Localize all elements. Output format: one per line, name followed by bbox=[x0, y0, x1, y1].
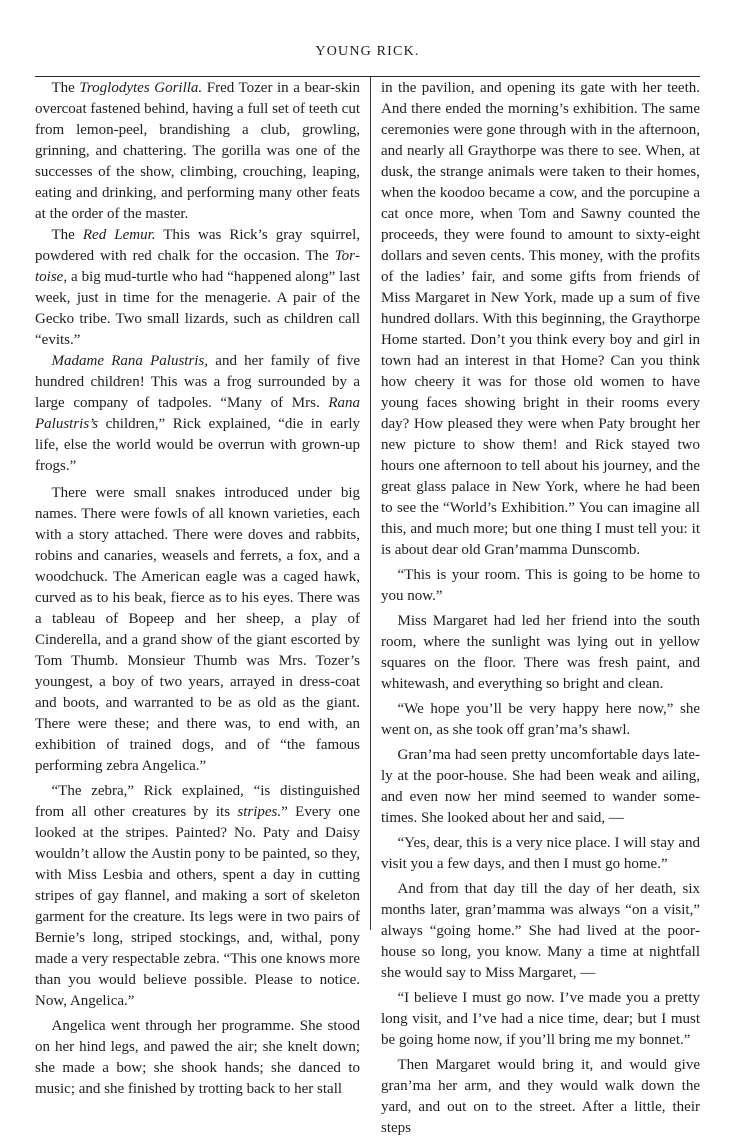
paragraph-red-lemur: The Red Lemur. This was Rick’s gray squirrel, powdered with red chalk for the occasion. The Tortoise, a big mud-turtle who had “happened along” last week, just in time for the menagerie. A pair of the Gecko tribe. Two small lizards, such as children call “evits.” bbox=[35, 227, 360, 348]
paragraph-nice-place: “Yes, dear, this is a very nice place. I will stay and visit you a few days, and then I must go home.” bbox=[381, 835, 700, 872]
paragraph-poor-house: Gran’ma had seen pretty uncomfortable days lately at the poor-house. She had been weak and ailing, and even now her mind seemed to wander sometimes. She looked about her and said, — bbox=[381, 747, 700, 826]
paragraph-gorilla: The Troglodytes Gorilla. Fred Tozer in a bear-skin overcoat fastened behind, having a full set of teeth cut from lemon-peel, brandishing a club, growling, grinning, and chattering. The gorilla was one of the successes of the show, climbing, crouching, leaping, eating and drinking, and performing many other feats at the order of the master. bbox=[35, 80, 360, 222]
paragraph-on-a-visit: And from that day till the day of her death, six months later, gran’mamma was always “on a visit,” always “going home.” She had lived at the poorhouse so long, you know. Many a time at nightfall she would say to Miss Margaret, — bbox=[381, 881, 700, 981]
paragraph-zebra: “The zebra,” Rick explained, “is distinguished from all other creatures by its stripes.” Every one looked at the stripes. Painted? No. Paty and Daisy wouldn’t allow the Austin pony to be painted, so they, with Miss Lesbia and others, spent a day in cutting stripes of gay flannel, and making a sort of skeleton garment for the creature. Its legs were in two pairs of Bernie’s long, striped stockings, and, withal, pony made a very respectable zebra. “This one knows more than you would believe possible. Please to notice. Now, Angelica.” bbox=[35, 783, 360, 1009]
paragraph-pavilion: in the pavilion, and opening its gate with her teeth. And there ended the morning’s exhibition. The same ceremonies were gone through with in the afternoon, and nearly all Graythorpe was there to see. When, at dusk, the strange animals were taken to their homes, when the koodoo became a cow, and the porcupine a cat once more, when Tom and Sawny counted the proceeds, they were found to amount to sixty-eight dollars and seven cents. This money, with the profits of the ladies’ fair, and some gifts from friends of Miss Margaret in New York, made up a sum of five hundred dollars. With this beginning, the Graythorpe Home started. Don’t you think every boy and girl in town had an interest in that Home? Can you think how cheery it was for those old women to have young faces showing bright in their rooms every day? How pleased they were when Paty brought her new picture to show them! and Rick stayed two hours one afternoon to tell about his journey, and the great glass palace in New York, where he had been to see the “World’s Exhibition.” You can imagine all this, and much more; but one thing I must tell you: it is about dear old Gran’mamma Dunscomb. bbox=[381, 80, 700, 558]
paragraph-your-room: “This is your room. This is going to be home to you now.” bbox=[381, 567, 700, 604]
paragraph-must-go: “I believe I must go now. I’ve made you a pretty long visit, and I’ve had a nice time, dear; but I must be going home now, if you’ll bring me my bonnet.” bbox=[381, 990, 700, 1048]
paragraph-south-room: Miss Margaret had led her friend into the south room, where the sunlight was lying out in yellow squares on the floor. There was fresh paint, and whitewash, and everything so bright and clean. bbox=[381, 613, 700, 692]
paragraph-we-hope: “We hope you’ll be very happy here now,” she went on, as she took off gran’ma’s shawl. bbox=[381, 701, 700, 738]
column-divider bbox=[370, 77, 371, 930]
paragraph-snakes: There were small snakes introduced under big names. There were fowls of all known varieties, each with a story attached. There were doves and rabbits, robins and canaries, weasels and ferrets, a fox, and a woodchuck. The American eagle was a caged hawk, curved as to his beak, fierce as to his eyes. There was a tableau of Bopeep and her sheep, a play of Cinderella, and a grand show of the giant escorted by Tom Thumb. Monsieur Thumb was Mrs. Tozer’s youngest, a boy of two years, arrayed in dress-coat and boots, and warranted to be as old as the giant. There were these; and there was, to end with, an exhibition of trained dogs, and of “the famous performing zebra Angelica.” bbox=[35, 485, 360, 774]
header-rule bbox=[35, 76, 700, 77]
paragraph-rana-palustris: Madame Rana Palustris, and her family of five hundred children! This was a frog surrounded by a large company of tadpoles. “Many of Mrs. Rana Palustris’s children,” Rick explained, “die in early life, else the world would be overrun with grown-up frogs.” bbox=[35, 353, 360, 474]
running-head: YOUNG RICK. bbox=[315, 44, 420, 59]
right-column bbox=[381, 78, 700, 1139]
paragraph-angelica: Angelica went through her programme. She stood on her hind legs, and pawed the air; she knelt down; she made a bow; she shook hands; she danced to music; and she finished by trotting back to her stall bbox=[35, 1018, 360, 1097]
left-column bbox=[35, 78, 360, 1100]
paragraph-bonnet: Then Margaret would bring it, and would give gran’ma her arm, and they would walk down the yard, and out on to the street. After a little, their steps bbox=[381, 1057, 700, 1136]
